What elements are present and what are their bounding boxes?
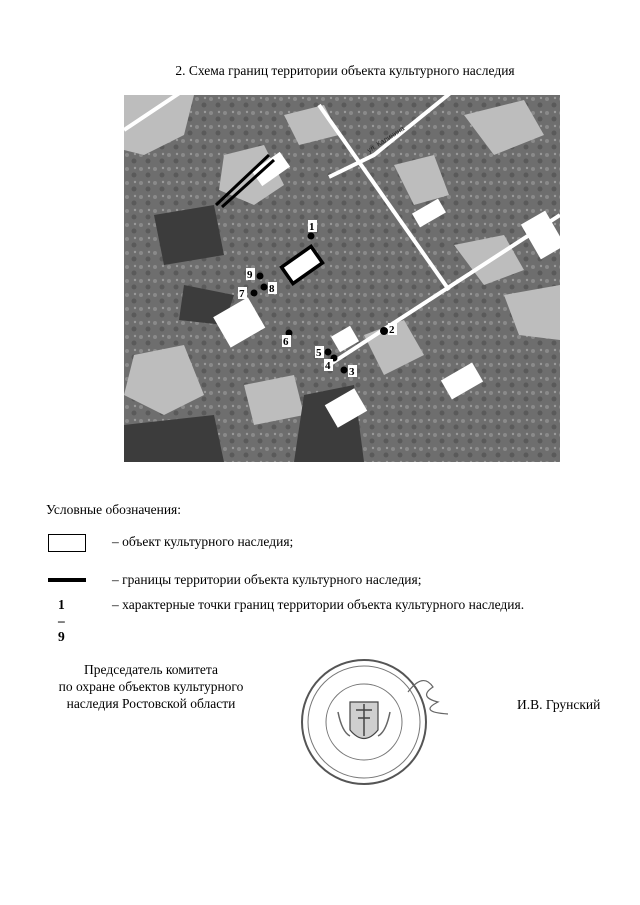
point-label-2: 2 <box>389 324 395 336</box>
signatory-position <box>40 661 262 712</box>
point-label-6: 6 <box>283 336 289 348</box>
point-label-5: 5 <box>316 347 322 359</box>
heritage-object-symbol <box>48 534 86 552</box>
point-label-7: 7 <box>239 288 245 300</box>
official-seal <box>298 652 458 792</box>
point-label-1: 1 <box>309 221 315 233</box>
page-title: 2. Схема границ территории объекта культурного наследия <box>175 63 515 78</box>
points-range-symbol: 1 – 9 <box>58 597 65 644</box>
signatory-name: И.В. Грунский <box>517 697 601 712</box>
legend-item-text: – характерные точки границ территории объекта культурного наследия. <box>112 597 525 612</box>
legend-item-text: – объект культурного наследия; <box>112 534 294 549</box>
point-label-4: 4 <box>325 360 331 372</box>
point-label-8: 8 <box>269 283 275 295</box>
map-graphic <box>124 95 560 462</box>
boundary-line-symbol <box>48 578 86 582</box>
position-line: наследия Ростовской области <box>66 696 236 711</box>
position-line: Председатель комитета <box>84 662 218 677</box>
position-line: по охране объектов культурного <box>58 679 244 694</box>
point-label-3: 3 <box>349 366 355 378</box>
street-label: ул. Калинина <box>366 125 407 155</box>
legend-item-text: – границы территории объекта культурного наследия; <box>112 572 422 587</box>
legend-title: Условные обозначения: <box>46 502 182 517</box>
point-label-9: 9 <box>247 269 253 281</box>
satellite-map <box>124 95 560 462</box>
